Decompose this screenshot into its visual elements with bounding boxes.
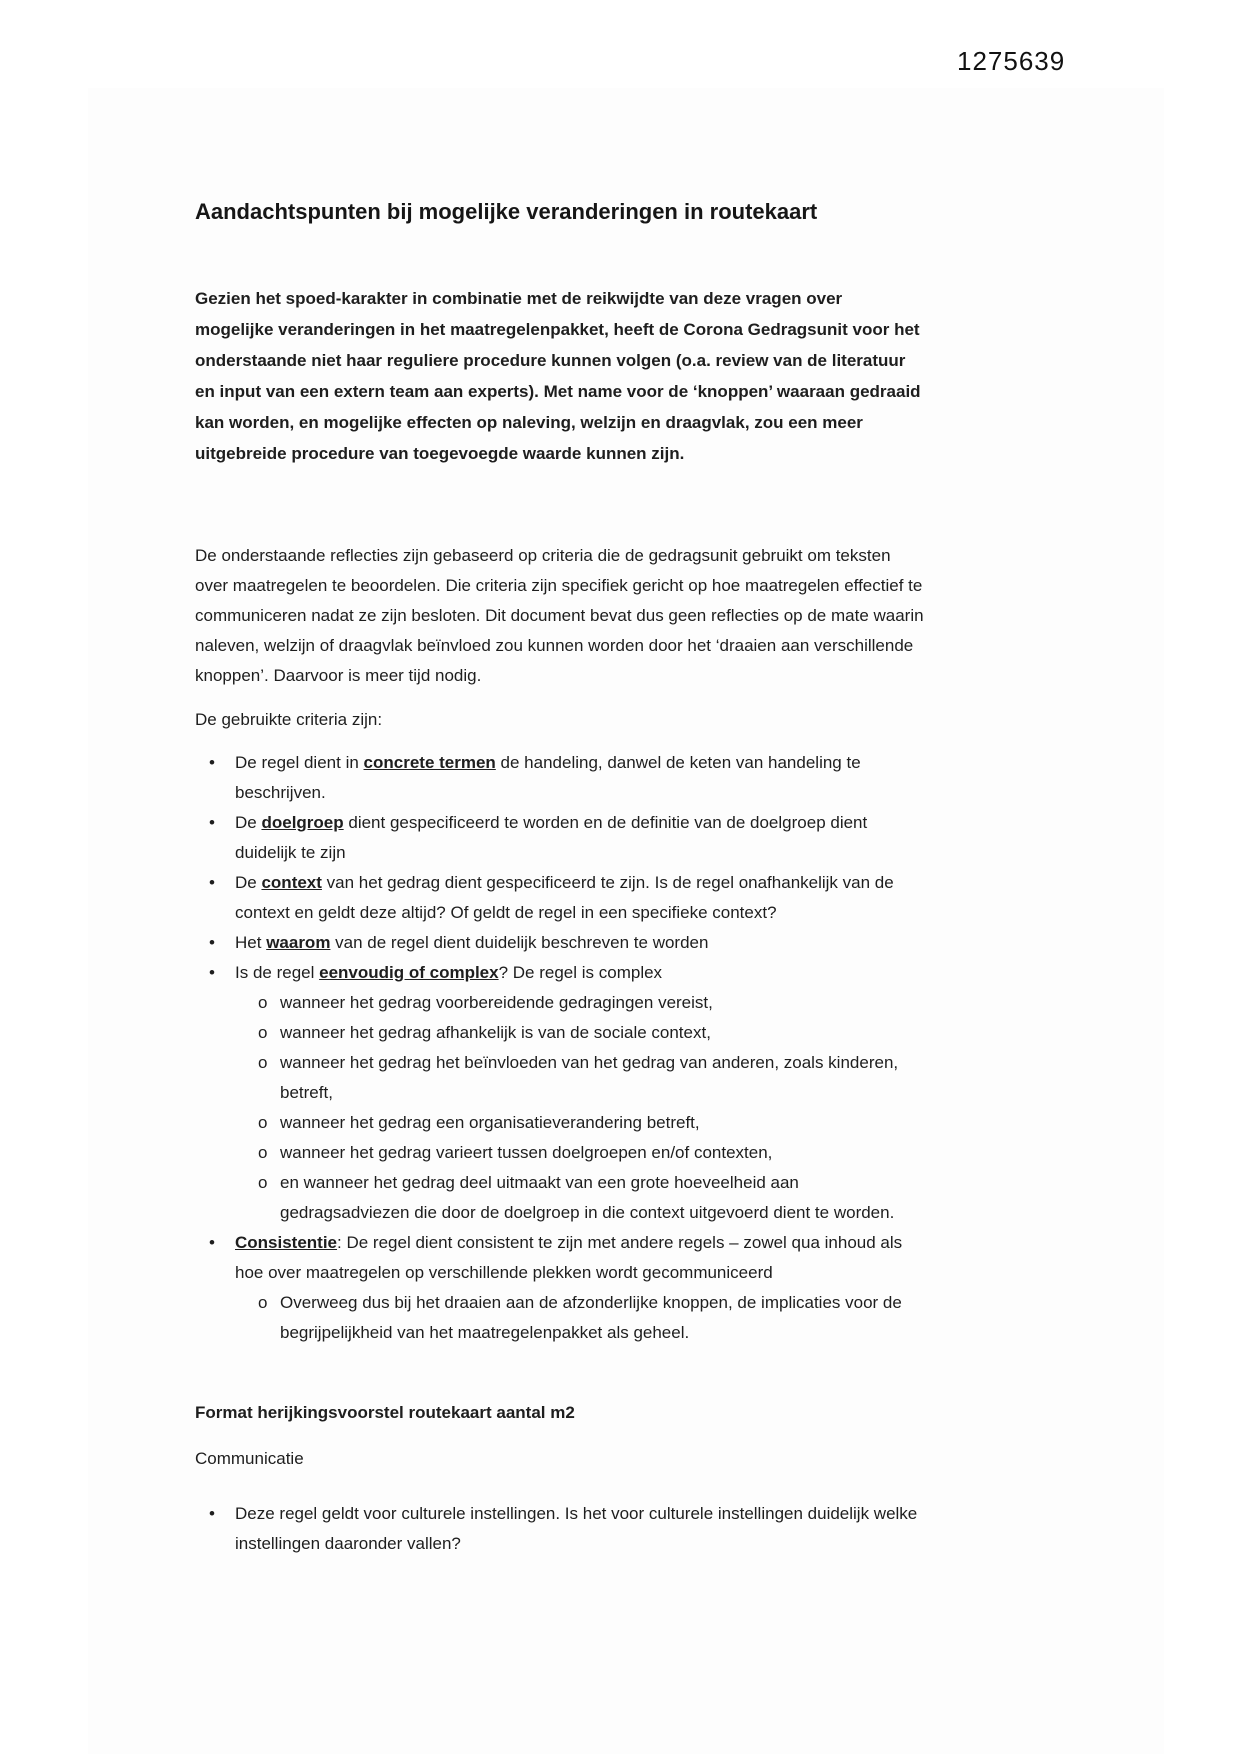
list-item-text: Is de regel eenvoudig of complex? De regel is complex <box>235 963 663 982</box>
communicatie-label: Communicatie <box>195 1449 304 1468</box>
list-item <box>195 1228 925 1288</box>
sub-bullet-icon: o <box>258 1293 268 1312</box>
bullet-icon: • <box>209 873 215 892</box>
sub-bullet-icon: o <box>258 1143 268 1162</box>
criterion-term: concrete termen <box>363 753 496 772</box>
sub-list-item <box>195 988 925 1018</box>
list-item <box>195 868 925 928</box>
bullet-icon: • <box>209 933 215 952</box>
list-item-text: Het waarom van de regel dient duidelijk beschreven te worden <box>235 933 709 952</box>
bullet-icon: • <box>209 1504 215 1523</box>
list-item <box>195 958 925 988</box>
sub-bullet-icon: o <box>258 1053 268 1072</box>
criteria-list <box>195 748 925 1348</box>
sub-list-item <box>195 1108 925 1138</box>
document-content <box>195 0 925 1559</box>
sub-list-item <box>195 1018 925 1048</box>
bullet-icon: • <box>209 1233 215 1252</box>
list-item-text: Consistentie: De regel dient consistent te zijn met andere regels – zowel qua inhoud als hoe over maatregelen op verschillende plekken wordt gecommuniceerd <box>235 1233 903 1282</box>
bullet-icon: • <box>209 753 215 772</box>
sub-list-item-text: wanneer het gedrag voorbereidende gedragingen vereist, <box>280 993 713 1012</box>
list-item-text: Deze regel geldt voor culturele instellingen. Is het voor culturele instellingen duidelijk welke instellingen daaronder vallen? <box>235 1504 918 1553</box>
sub-list-item-text: en wanneer het gedrag deel uitmaakt van een grote hoeveelheid aan gedragsadviezen die door de doelgroep in die context uitgevoerd dient te worden. <box>280 1173 895 1222</box>
sub-bullet-icon: o <box>258 1023 268 1042</box>
sub-bullet-icon: o <box>258 993 268 1012</box>
criterion-term: doelgroep <box>261 813 344 832</box>
sub-list-item <box>195 1048 925 1108</box>
sub-bullet-icon: o <box>258 1173 268 1192</box>
criterion-term: waarom <box>266 933 331 952</box>
communicatie-list <box>195 1499 925 1559</box>
list-item <box>195 748 925 808</box>
criterion-term: eenvoudig of complex <box>319 963 499 982</box>
sub-list-item-text: wanneer het gedrag afhankelijk is van de sociale context, <box>280 1023 711 1042</box>
list-item <box>195 928 925 958</box>
bullet-icon: • <box>209 963 215 982</box>
sub-list-item-text: wanneer het gedrag het beïnvloeden van het gedrag van anderen, zoals kinderen, betreft, <box>280 1053 899 1102</box>
page-number: 1275639 <box>957 46 1066 76</box>
list-item <box>195 808 925 868</box>
sub-list-item <box>195 1288 925 1348</box>
list-item-text: De context van het gedrag dient gespecificeerd te zijn. Is de regel onafhankelijk van de context en geldt deze altijd? Of geldt de regel in een specifieke context? <box>235 873 894 922</box>
sub-list-item-text: Overweeg dus bij het draaien aan de afzonderlijke knoppen, de implicaties voor de begrijpelijkheid van het maatregelenpakket als geheel. <box>280 1293 902 1342</box>
criteria-intro-line: De gebruikte criteria zijn: <box>195 710 383 729</box>
sub-bullet-icon: o <box>258 1113 268 1132</box>
sub-list-item-text: wanneer het gedrag varieert tussen doelgroepen en/of contexten, <box>280 1143 773 1162</box>
sub-list-item <box>195 1138 925 1168</box>
document-title: Aandachtspunten bij mogelijke veranderingen in routekaart <box>195 199 818 224</box>
list-item-text: De doelgroep dient gespecificeerd te worden en de definitie van de doelgroep dient duidelijk te zijn <box>235 813 868 862</box>
list-item <box>195 1499 925 1559</box>
sub-list-item-text: wanneer het gedrag een organisatieverandering betreft, <box>280 1113 700 1132</box>
bullet-icon: • <box>209 813 215 832</box>
reflections-paragraph: De onderstaande reflecties zijn gebaseerd op criteria die de gedragsunit gebruikt om teksten over maatregelen te beoordelen. Die criteria zijn specifiek gericht op hoe maatregelen effectief te communiceren nadat ze zijn besloten. Dit document bevat dus geen reflecties op de mate waarin naleven, welzijn of draagvlak beïnvloed zou kunnen worden door het ‘draaien aan verschillende knoppen’. Daarvoor is meer tijd nodig. <box>195 546 924 685</box>
criterion-term: Consistentie <box>235 1233 338 1252</box>
sub-list-item <box>195 1168 925 1228</box>
criterion-term: context <box>261 873 322 892</box>
list-item-text: De regel dient in concrete termen de handeling, danwel de keten van handeling te beschrijven. <box>235 753 861 802</box>
format-section-heading: Format herijkingsvoorstel routekaart aantal m2 <box>195 1403 575 1422</box>
intro-paragraph: Gezien het spoed-karakter in combinatie met de reikwijdte van deze vragen over mogelijke veranderingen in het maatregelenpakket, heeft de Corona Gedragsunit voor het onderstaande niet haar reguliere procedure kunnen volgen (o.a. review van de literatuur en input van een extern team aan experts). Met name voor de ‘knoppen’ waaraan gedraaid kan worden, en mogelijke effecten op naleving, welzijn en draagvlak, zou een meer uitgebreide procedure van toegevoegde waarde kunnen zijn. <box>195 289 921 463</box>
